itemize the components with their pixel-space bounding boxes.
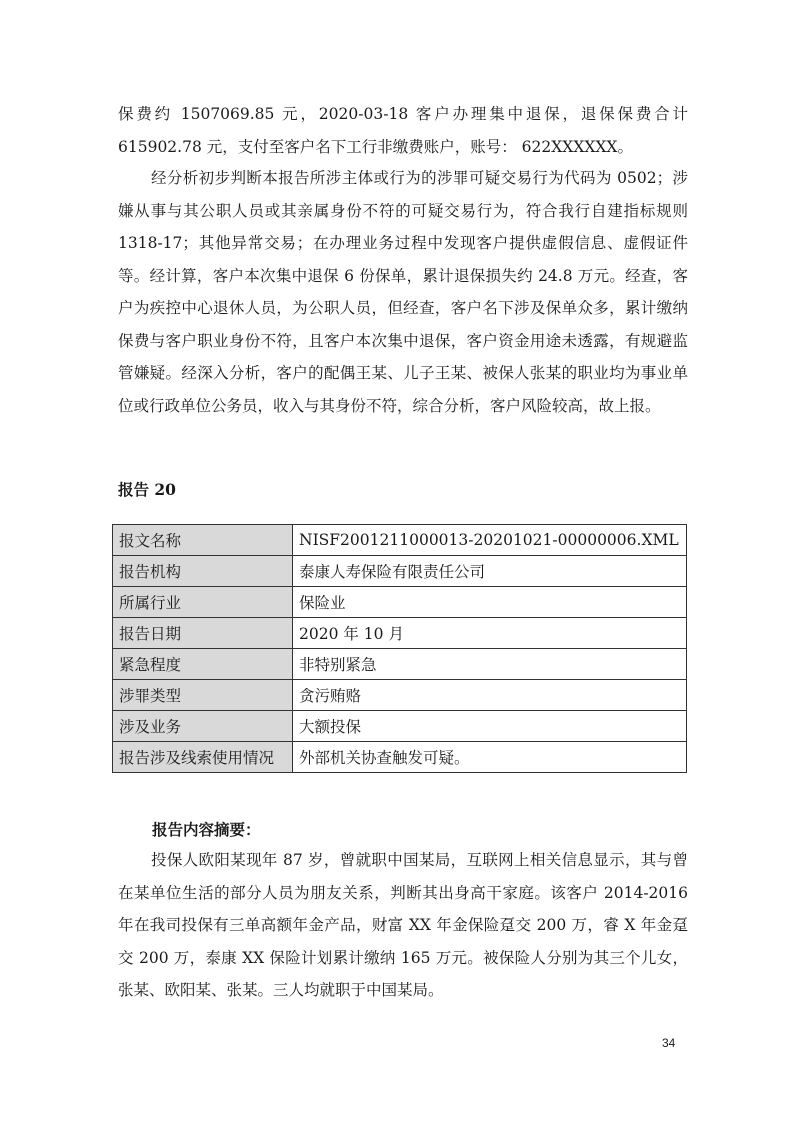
report-info-table xyxy=(112,524,687,773)
table-row xyxy=(113,711,687,742)
table-row xyxy=(113,587,687,618)
paragraph-analysis: 经分析初步判断本报告所涉主体或行为的涉罪可疑交易行为代码为 0502；涉嫌从事与其公职人员或其亲属身份不符的可疑交易行为，符合我行自建指标规则 1318-17；其他异常交易；在办理业务过程中发现客户提供虚假信息、虚假证件等。经计算，客户本次集中退保 6 份保单，累计退保损失约 24.8 万元。经查，客户为疾控中心退休人员，为公职人员，但经查，客户名下涉及保单众多，累计缴纳保费与客户职业身份不符，且客户本次集中退保，客户资金用途未透露，有规避监管嫌疑。经深入分析，客户的配偶王某、儿子王某、被保人张某的职业均为事业单位或行政单位公务员，收入与其身份不符，综合分析，客户风险较高，故上报。 xyxy=(118,169,688,415)
paragraph-summary: 投保人欧阳某现年 87 岁，曾就职中国某局，互联网上相关信息显示，其与曾在某单位生活的部分人员为朋友关系，判断其出身高干家庭。该客户 2014-2016 年在我司投保有三单高额年金产品，财富 XX 年金保险趸交 200 万，睿 X 年金趸交 200 万，泰康 XX 保险计划累计缴纳 165 万元。被保险人分别为其三个儿女，张某、欧阳某、张某。三人均就职于中国某局。 xyxy=(118,851,688,999)
summary-title: 报告内容摘要： xyxy=(152,820,261,839)
table-row-value: 泰康人寿保险有限责任公司 xyxy=(293,556,687,587)
table-row-value: 保险业 xyxy=(293,587,687,618)
table-row-value: 2020 年 10 月 xyxy=(293,618,687,649)
table-row xyxy=(113,556,687,587)
table-row-value: 外部机关协查触发可疑。 xyxy=(293,742,687,773)
table-row xyxy=(113,742,687,773)
table-row-label: 报告涉及线索使用情况 xyxy=(113,742,293,773)
table-row-label: 报文名称 xyxy=(113,525,293,556)
page-number: 34 xyxy=(662,1036,676,1050)
table-row-label: 紧急程度 xyxy=(113,649,293,680)
section-title: 报告 20 xyxy=(118,480,176,499)
table-row-value: NISF2001211000013-20201021-00000006.XML xyxy=(293,525,687,556)
table-row xyxy=(113,649,687,680)
table-row xyxy=(113,525,687,556)
table-row-value: 贪污贿赂 xyxy=(293,680,687,711)
table-row-label: 涉罪类型 xyxy=(113,680,293,711)
table-row-value: 大额投保 xyxy=(293,711,687,742)
table-row-label: 所属行业 xyxy=(113,587,293,618)
table-row xyxy=(113,680,687,711)
table-row-value: 非特别紧急 xyxy=(293,649,687,680)
table-row-label: 涉及业务 xyxy=(113,711,293,742)
table-row-label: 报告日期 xyxy=(113,618,293,649)
paragraph-continuation: 保费约 1507069.85 元，2020-03-18 客户办理集中退保，退保保费合计 615902.78 元，支付至客户名下工行非缴费账户，账号： 622XXXXXX。 xyxy=(118,105,688,156)
table-row-label: 报告机构 xyxy=(113,556,293,587)
table-row xyxy=(113,618,687,649)
